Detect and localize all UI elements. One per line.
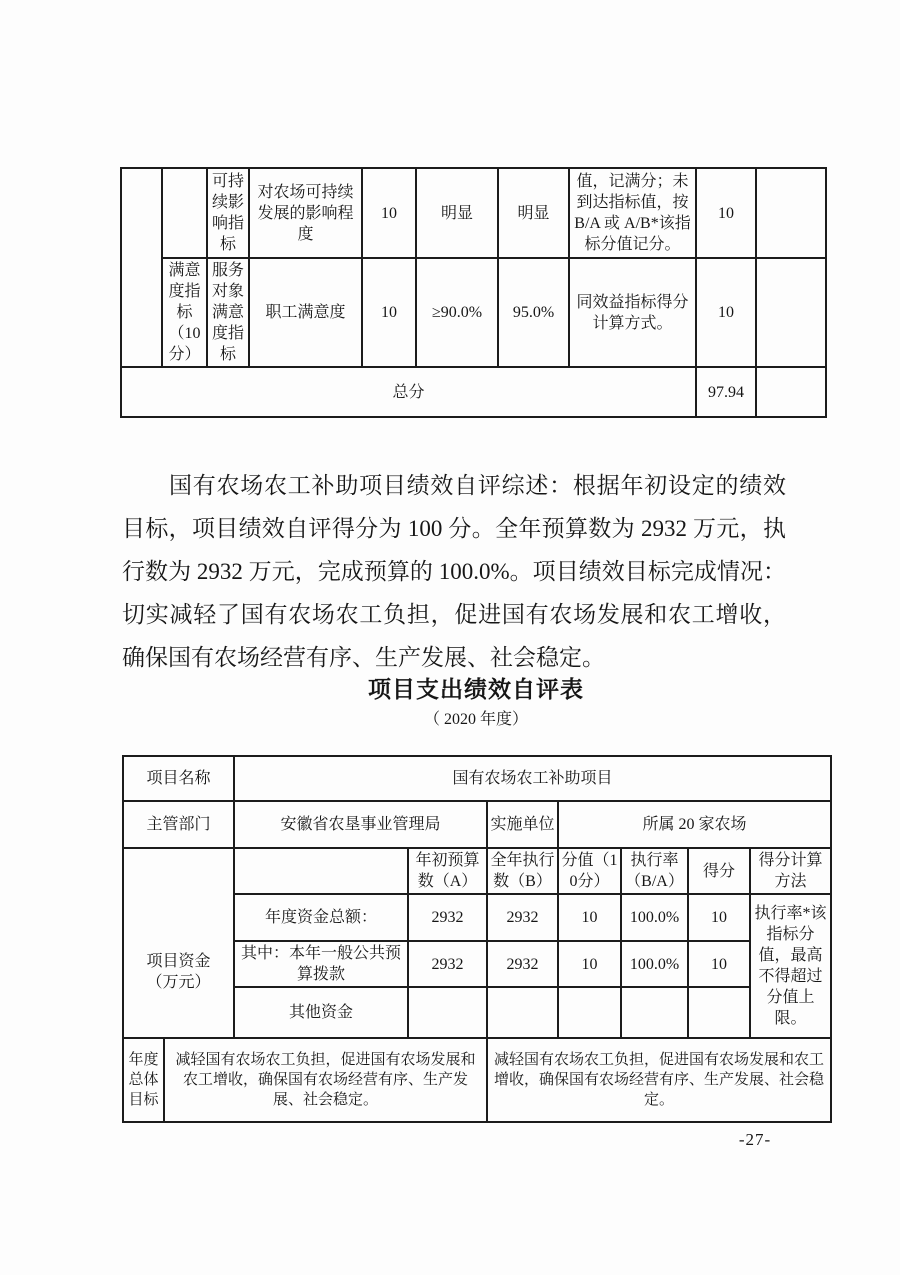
category-group-cell: [121, 168, 162, 367]
form-title: 项目支出绩效自评表: [368, 677, 584, 702]
implement-unit-label-cell: 实施单位: [487, 801, 558, 848]
page-number: -27-: [738, 1130, 772, 1149]
table-row: [121, 258, 826, 367]
score-header-cell: 得分: [688, 848, 750, 894]
summary-line: 国有农场农工补助项目绩效自评综述：根据年初设定的绩效: [169, 473, 786, 498]
indicator-score-table: [120, 167, 827, 418]
budget-value-cell: 2932: [408, 941, 487, 987]
rate-value-cell: 100.0%: [621, 941, 688, 987]
executed-value-cell: 2932: [487, 894, 558, 941]
project-name-label-cell: 项目名称: [123, 756, 234, 801]
executed-header-cell: 全年执行数（B）: [487, 848, 558, 894]
summary-paragraph: [122, 464, 786, 679]
executed-value-cell: 2932: [487, 941, 558, 987]
total-row: [121, 367, 826, 417]
score-cell: 10: [696, 258, 756, 367]
funds-subheader-cell: [234, 848, 408, 894]
self-eval-table: [122, 755, 832, 1123]
scoring-method-cell: 值，记满分；未到达指标值，按 B/A 或 A/B*该指标分值记分。: [569, 168, 696, 258]
annual-goal-left-cell: 减轻国有农场农工负担，促进国有农场发展和农工增收，确保国有农场经营有序、生产发展、社会稳定。: [164, 1038, 487, 1122]
remark-cell: [756, 258, 826, 367]
funds-label-cell: [123, 848, 234, 1038]
rate-value-cell: [621, 987, 688, 1038]
department-value-cell: 安徽省农垦事业管理局: [234, 801, 487, 848]
method-header-cell: 得分计算方法: [750, 848, 831, 894]
indicator-name-cell: 对农场可持续发展的影响程度: [249, 168, 362, 258]
annual-goal-label-cell: 年度总体目标: [123, 1038, 164, 1122]
target-value-cell: 明显: [416, 168, 498, 258]
implement-unit-value-cell: 所属 20 家农场: [558, 801, 831, 848]
summary-line: 切实减轻了国有农场农工负担，促进国有农场发展和农工增收，: [122, 602, 786, 627]
method-note-cell: 执行率*该指标分值，最高不得超过分值上限。: [750, 894, 831, 1038]
subcategory-cell: 可持续影响指标: [207, 168, 249, 258]
score-value-cell: 10: [688, 941, 750, 987]
actual-value-cell: 明显: [498, 168, 569, 258]
form-subtitle: （ 2020 年度）: [423, 711, 528, 728]
summary-line: 确保国有农场经营有序、生产发展、社会稳定。: [122, 645, 605, 670]
points-value-cell: 10: [558, 894, 621, 941]
executed-value-cell: [487, 987, 558, 1038]
score-value-cell: [688, 987, 750, 1038]
funds-header-row: [123, 848, 831, 894]
points-value-cell: 10: [558, 941, 621, 987]
budget-header-cell: 年初预算数（A）: [408, 848, 487, 894]
points-cell: 10: [362, 168, 416, 258]
department-label-cell: 主管部门: [123, 801, 234, 848]
score-cell: 10: [696, 168, 756, 258]
table-row: [121, 168, 826, 258]
score-value-cell: 10: [688, 894, 750, 941]
total-label-cell: 总分: [121, 367, 696, 417]
category-cell: 满意度指标（10分）: [162, 258, 207, 367]
annual-goal-row: [123, 1038, 831, 1122]
rate-value-cell: 100.0%: [621, 894, 688, 941]
category-cell: [162, 168, 207, 258]
summary-line: 行数为 2932 万元，完成预算的 100.0%。项目绩效目标完成情况：: [122, 559, 786, 584]
remark-cell: [756, 168, 826, 258]
project-name-row: [123, 756, 831, 801]
points-header-cell: 分值（10分）: [558, 848, 621, 894]
scoring-method-cell: 同效益指标得分计算方式。: [569, 258, 696, 367]
remark-cell: [756, 367, 826, 417]
summary-line: 目标，项目绩效自评得分为 100 分。全年预算数为 2932 万元，执: [122, 516, 786, 541]
points-value-cell: [558, 987, 621, 1038]
points-cell: 10: [362, 258, 416, 367]
rate-header-cell: 执行率（B/A）: [621, 848, 688, 894]
budget-value-cell: 2932: [408, 894, 487, 941]
fund-row-label-cell: 其中：本年一般公共预算拨款: [234, 941, 408, 987]
budget-value-cell: [408, 987, 487, 1038]
actual-value-cell: 95.0%: [498, 258, 569, 367]
fund-row-label-cell: 其他资金: [234, 987, 408, 1038]
funds-label-text: 项目资金（万元）: [146, 953, 211, 991]
department-row: [123, 801, 831, 848]
subcategory-cell: 服务对象满意度指标: [207, 258, 249, 367]
target-value-cell: ≥90.0%: [416, 258, 498, 367]
fund-row-label-cell: 年度资金总额：: [234, 894, 408, 941]
indicator-name-cell: 职工满意度: [249, 258, 362, 367]
annual-goal-right-cell: 减轻国有农场农工负担，促进国有农场发展和农工增收，确保国有农场经营有序、生产发展、社会稳定。: [487, 1038, 831, 1122]
total-score-cell: 97.94: [696, 367, 756, 417]
project-name-value-cell: 国有农场农工补助项目: [234, 756, 831, 801]
